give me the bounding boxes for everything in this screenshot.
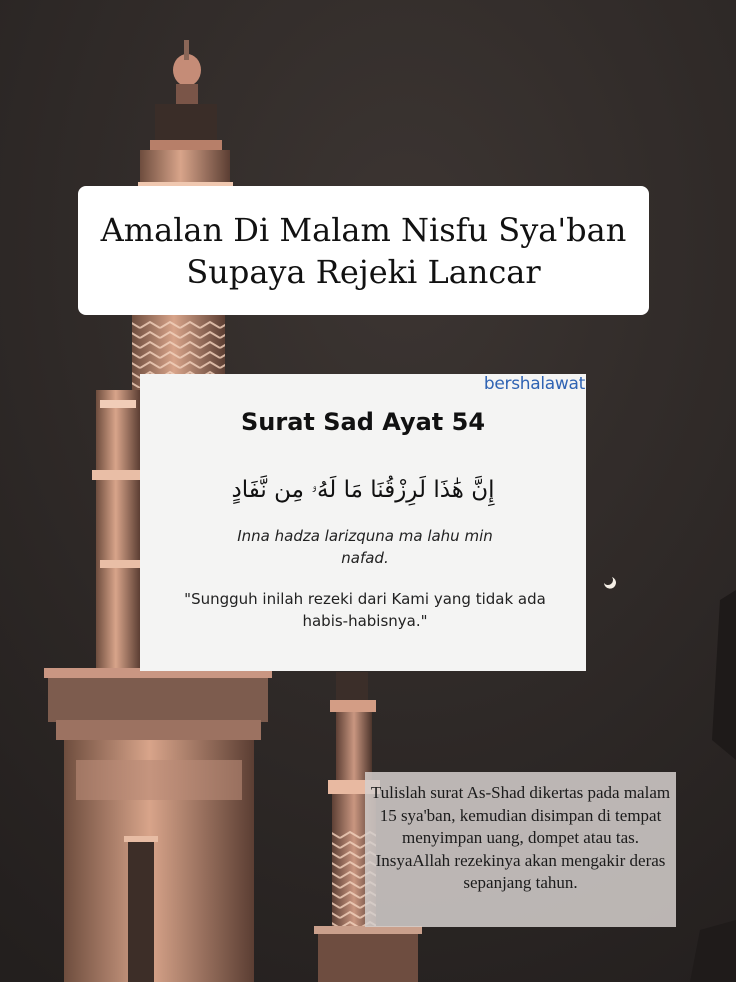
transliteration: Inna hadza larizquna ma lahu min nafad. <box>237 527 493 567</box>
instruction-text: Tulislah surat As-Shad dikertas pada malam 15 sya'ban, kemudian disimpan di tempat menyimpan uang, dompet atau tas. InsyaAllah rezekinya akan mengakir deras sepanjang tahun. <box>370 783 671 892</box>
verse-heading: Surat Sad Ayat 54 <box>240 408 486 436</box>
arabic-verse: إِنَّ هَٰذَا لَرِزْقُنَا مَا لَهُۥ مِن نَّفَادٍ <box>231 477 495 503</box>
instruction-note <box>365 772 676 927</box>
brand-logo: bershalawat <box>483 374 585 394</box>
verse-card <box>140 374 586 671</box>
title-card <box>78 186 649 315</box>
title-line-2: Supaya Rejeki Lancar <box>186 252 541 291</box>
title-line-1: Amalan Di Malam Nisfu Sya'ban <box>100 210 627 249</box>
translation: "Sungguh inilah rezeki dari Kami yang tidak ada habis-habisnya." <box>184 590 546 630</box>
